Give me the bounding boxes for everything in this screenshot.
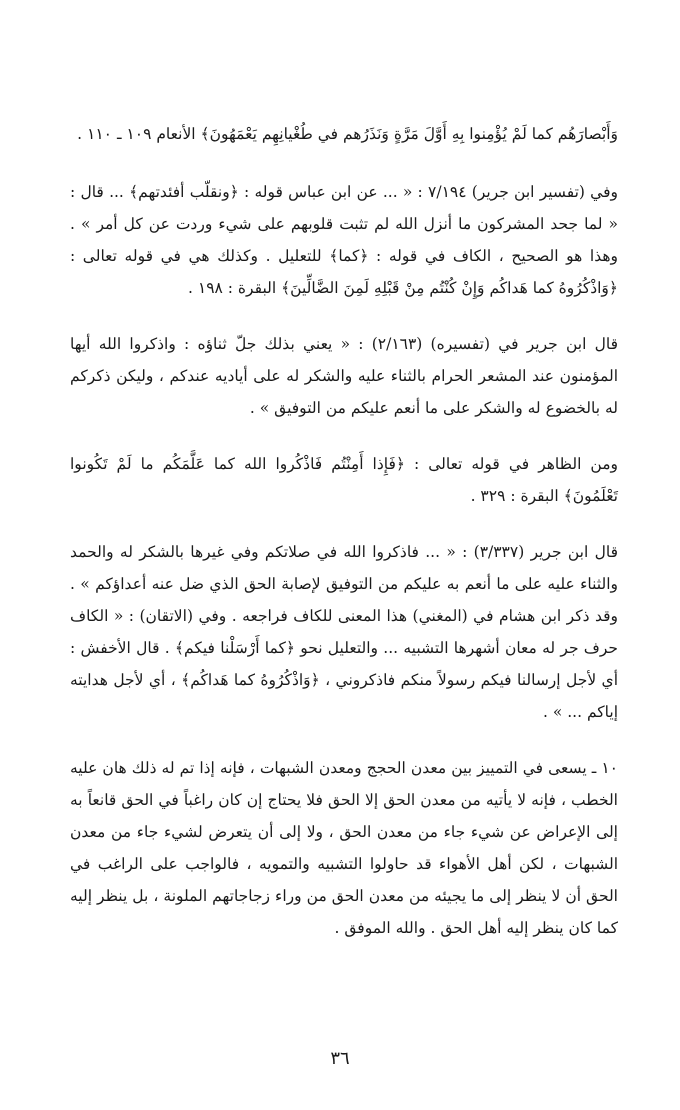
paragraph-point-10: ١٠ ـ يسعى في التمييز بين معدن الحجج ومعدن الشبهات ، فإنه إذا تم له ذلك هان عليه الخطب ، فإنه لا يأتيه من معدن الحق إلا الحق فلا يحتاج إن كان راغباً في الحق قانعاً به إلى الإعراض عن شيء جاء من معدن الحق ، ولا إلى أن يتعرض لشيء جاء من معدن الشبهات ، لكن أهل الأهواء قد حاولوا التشبيه والتمويه ، فالواجب على الراغب في الحق أن لا ينظر إلى ما يجيئه من معدن الحق من وراء زجاجاتهم الملونة ، بل ينظر إليه كما كان ينظر إليه أهل الحق . والله الموفق . <box>70 759 618 937</box>
page-number: ٣٦ <box>330 1048 350 1069</box>
paragraph-quran-baqarah-239: ومن الظاهر في قوله تعالى : ﴿فَإِذا أَمِنْتُم فَاذْكُروا الله كما عَلَّمَكُم ما لَمْ تَكُونوا تَعْلَمُونَ﴾ البقرة : ٣٢٩ . <box>70 455 618 505</box>
paragraph-tafsir-ibn-jarir-1: وفي (تفسير ابن جرير) ٧/١٩٤ : « ... عن ابن عباس قوله : ﴿ونقلّب أفئدتهم﴾ ... قال : « لما جحد المشركون ما أنزل الله لم تثبت قلوبهم على شيء وردت عن كل أمر » . وهذا هو الصحيح ، الكاف في قوله : ﴿كما﴾ للتعليل . وكذلك هي في قوله تعالى : ﴿وَاذْكُرُوهُ كما هَداكُم وَإِنْ كُنْتُم مِنْ قَبْلِهِ لَمِنَ الضَّالِّينَ﴾ البقرة : ١٩٨ . <box>70 183 618 297</box>
paragraph-tafsir-ibn-jarir-2: قال ابن جرير في (تفسيره) (٢/١٦٣) : « يعني بذلك جلّ ثناؤه : واذكروا الله أيها المؤمنون عند المشعر الحرام بالثناء عليه والشكر له على أياديه عندكم ، وليكن ذكركم له بالخضوع له والشكر على ما أنعم عليكم من التوفيق » . <box>70 335 618 417</box>
document-page <box>70 118 618 968</box>
paragraph-ibn-jarir-3: قال ابن جرير (٣/٣٣٧) : « ... فاذكروا الله في صلاتكم وفي غيرها بالشكر له والحمد والثناء عليه على ما أنعم به عليكم من التوفيق لإصابة الحق الذي ضل عنه أعداؤكم » . وقد ذكر ابن هشام في (المغني) هذا المعنى للكاف فراجعه . وفي (الاتقان) : « الكاف حرف جر له معان أشهرها التشبيه ... والتعليل نحو ﴿كما أَرْسَلْنا فيكم﴾ . قال الأخفش : أي لأجل إرسالنا فيكم رسولاً منكم فاذكروني ، ﴿وَاذْكُرُوهُ كما هَداكُم﴾ ، أي لأجل هدايته إياكم ... » . <box>70 543 618 721</box>
paragraph-quran-continuation: وَأَبْصارَهُم كما لَمْ يُؤْمِنوا بِهِ أَوَّلَ مَرَّةٍ وَنَذَرُهم في طُغْيانِهِم يَعْمَهُونَ﴾ الأنعام ١٠٩ ـ ١١٠ . <box>77 125 618 143</box>
